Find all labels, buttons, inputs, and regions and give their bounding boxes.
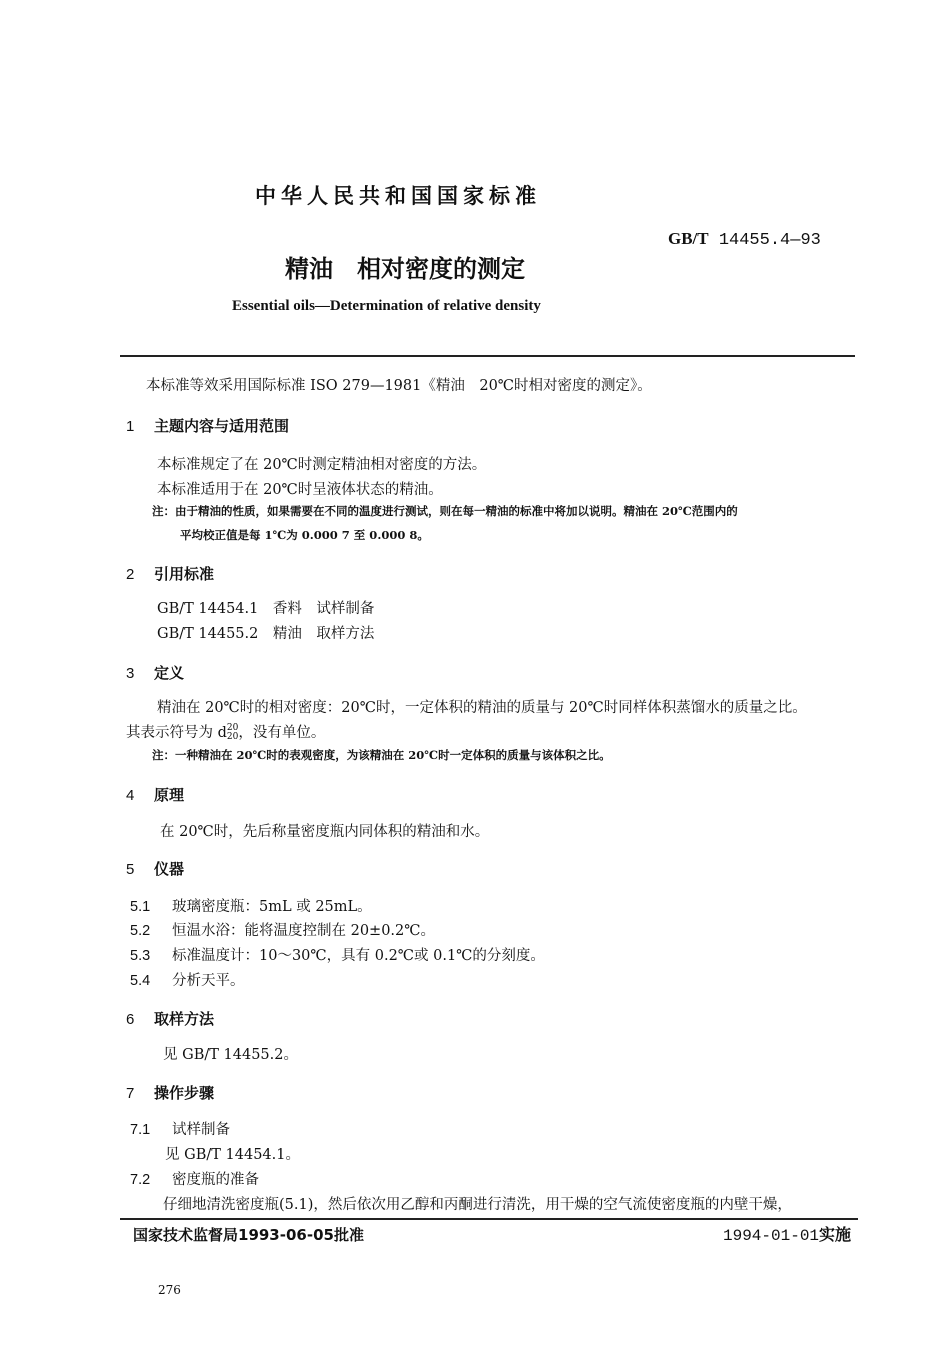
section-7-number: 7 (126, 1085, 135, 1102)
section-6-number: 6 (126, 1011, 135, 1028)
section-4-title: 原理 (154, 786, 185, 804)
subsection-7-1-title: 试样制备 (172, 1122, 230, 1138)
subsection-7-1-text: 见 GB/T 14454.1。 (165, 1147, 300, 1163)
section-2-number: 2 (126, 566, 135, 583)
apparatus-item-number: 5.1 (130, 899, 151, 915)
apparatus-item (130, 895, 372, 916)
apparatus-item-number: 5.4 (130, 973, 151, 989)
section-1-note-line-1: 注：由于精油的性质，如果需要在不同的温度进行测试，则在每一精油的标准中将加以说明。精油在 20℃范围内的 (152, 504, 738, 518)
section-3-heading (126, 662, 184, 683)
section-1-paragraph-1: 本标准规定了在 20℃时测定精油相对密度的方法。 (157, 457, 487, 473)
effective-line (723, 1222, 851, 1245)
section-1-note-line-2: 平均校正值是每 1℃为 0.000 7 至 0.000 8。 (180, 528, 429, 542)
section-4-heading (126, 784, 184, 805)
symbol-scripts (227, 724, 238, 742)
subsection-7-2-number: 7.2 (130, 1172, 151, 1188)
page-number: 276 (158, 1283, 181, 1297)
reference-item: GB/T 14455.2 精油 取样方法 (157, 626, 375, 642)
apparatus-item-number: 5.2 (130, 923, 151, 939)
document-title-cn: 精油 相对密度的测定 (285, 255, 525, 283)
subsection-7-1-number: 7.1 (130, 1122, 151, 1138)
symbol-superscript: 20 (226, 723, 239, 733)
section-1-heading (126, 415, 289, 436)
section-3-paragraph-2 (126, 721, 325, 742)
subsection-7-2-title: 密度瓶的准备 (172, 1172, 259, 1188)
apparatus-item (130, 969, 245, 990)
apparatus-item-text: 玻璃密度瓶：5mL 或 25mL。 (172, 899, 372, 915)
section-1-title: 主题内容与适用范围 (154, 417, 290, 435)
document-title-en: Essential oils—Determination of relative density (232, 298, 541, 314)
section-6-paragraph: 见 GB/T 14455.2。 (163, 1047, 298, 1063)
apparatus-item (130, 944, 545, 965)
section-6-title: 取样方法 (154, 1010, 215, 1028)
section-4-number: 4 (126, 787, 135, 804)
apparatus-item-text: 分析天平。 (172, 973, 245, 989)
section-5-number: 5 (126, 861, 135, 878)
section-5-title: 仪器 (154, 860, 185, 878)
standard-code: 14455.4—93 (718, 231, 821, 250)
footer-rule (120, 1218, 858, 1220)
section-6-heading (126, 1008, 214, 1029)
section-1-number: 1 (126, 418, 135, 435)
reference-item: GB/T 14454.1 香料 试样制备 (157, 601, 375, 617)
standard-number (668, 229, 821, 250)
section-4-paragraph: 在 20℃时，先后称量密度瓶内同体积的精油和水。 (160, 824, 490, 840)
apparatus-item-number: 5.3 (130, 948, 151, 964)
effective-label: 实施 (819, 1225, 852, 1244)
subsection-7-2-text: 仔细地清洗密度瓶(5.1)，然后依次用乙醇和丙酮进行清洗，用干燥的空气流使密度瓶的内壁干燥， (163, 1197, 792, 1213)
intro-paragraph: 本标准等效采用国际标准 ISO 279—1981《精油 20℃时相对密度的测定》。 (146, 378, 652, 394)
section-2-heading (126, 563, 214, 584)
section-3-number: 3 (126, 665, 135, 682)
header-rule (120, 355, 855, 357)
symbol-subscript: 20 (226, 732, 239, 742)
section-3-paragraph-1: 精油在 20℃时的相对密度：20℃时，一定体积的精油的质量与 20℃时同样体积蒸馏水的质量之比。 (157, 700, 807, 716)
section-1-paragraph-2: 本标准适用于在 20℃时呈液体状态的精油。 (157, 482, 443, 498)
section-7-heading (126, 1082, 214, 1103)
national-standard-heading: 中华人民共和国国家标准 (255, 184, 541, 208)
apparatus-item (130, 919, 435, 940)
subsection-7-2-heading (130, 1168, 259, 1189)
subsection-7-1-heading (130, 1118, 230, 1139)
approval-line: 国家技术监督局1993-06-05批准 (133, 1226, 364, 1244)
symbol-text-after: ，没有单位。 (238, 725, 326, 741)
effective-date: 1994-01-01 (723, 1227, 820, 1245)
symbol-text-before: 其表示符号为 d (126, 725, 227, 741)
section-2-title: 引用标准 (154, 565, 215, 583)
section-3-note: 注：一种精油在 20℃时的表观密度，为该精油在 20℃时一定体积的质量与该体积之比。 (152, 748, 611, 762)
section-3-title: 定义 (154, 664, 185, 682)
apparatus-item-text: 恒温水浴：能将温度控制在 20±0.2℃。 (172, 923, 435, 939)
section-5-heading (126, 858, 184, 879)
standard-prefix: GB/T (668, 229, 709, 248)
apparatus-item-text: 标准温度计：10～30℃，具有 0.2℃或 0.1℃的分刻度。 (172, 948, 545, 964)
section-7-title: 操作步骤 (154, 1084, 215, 1102)
